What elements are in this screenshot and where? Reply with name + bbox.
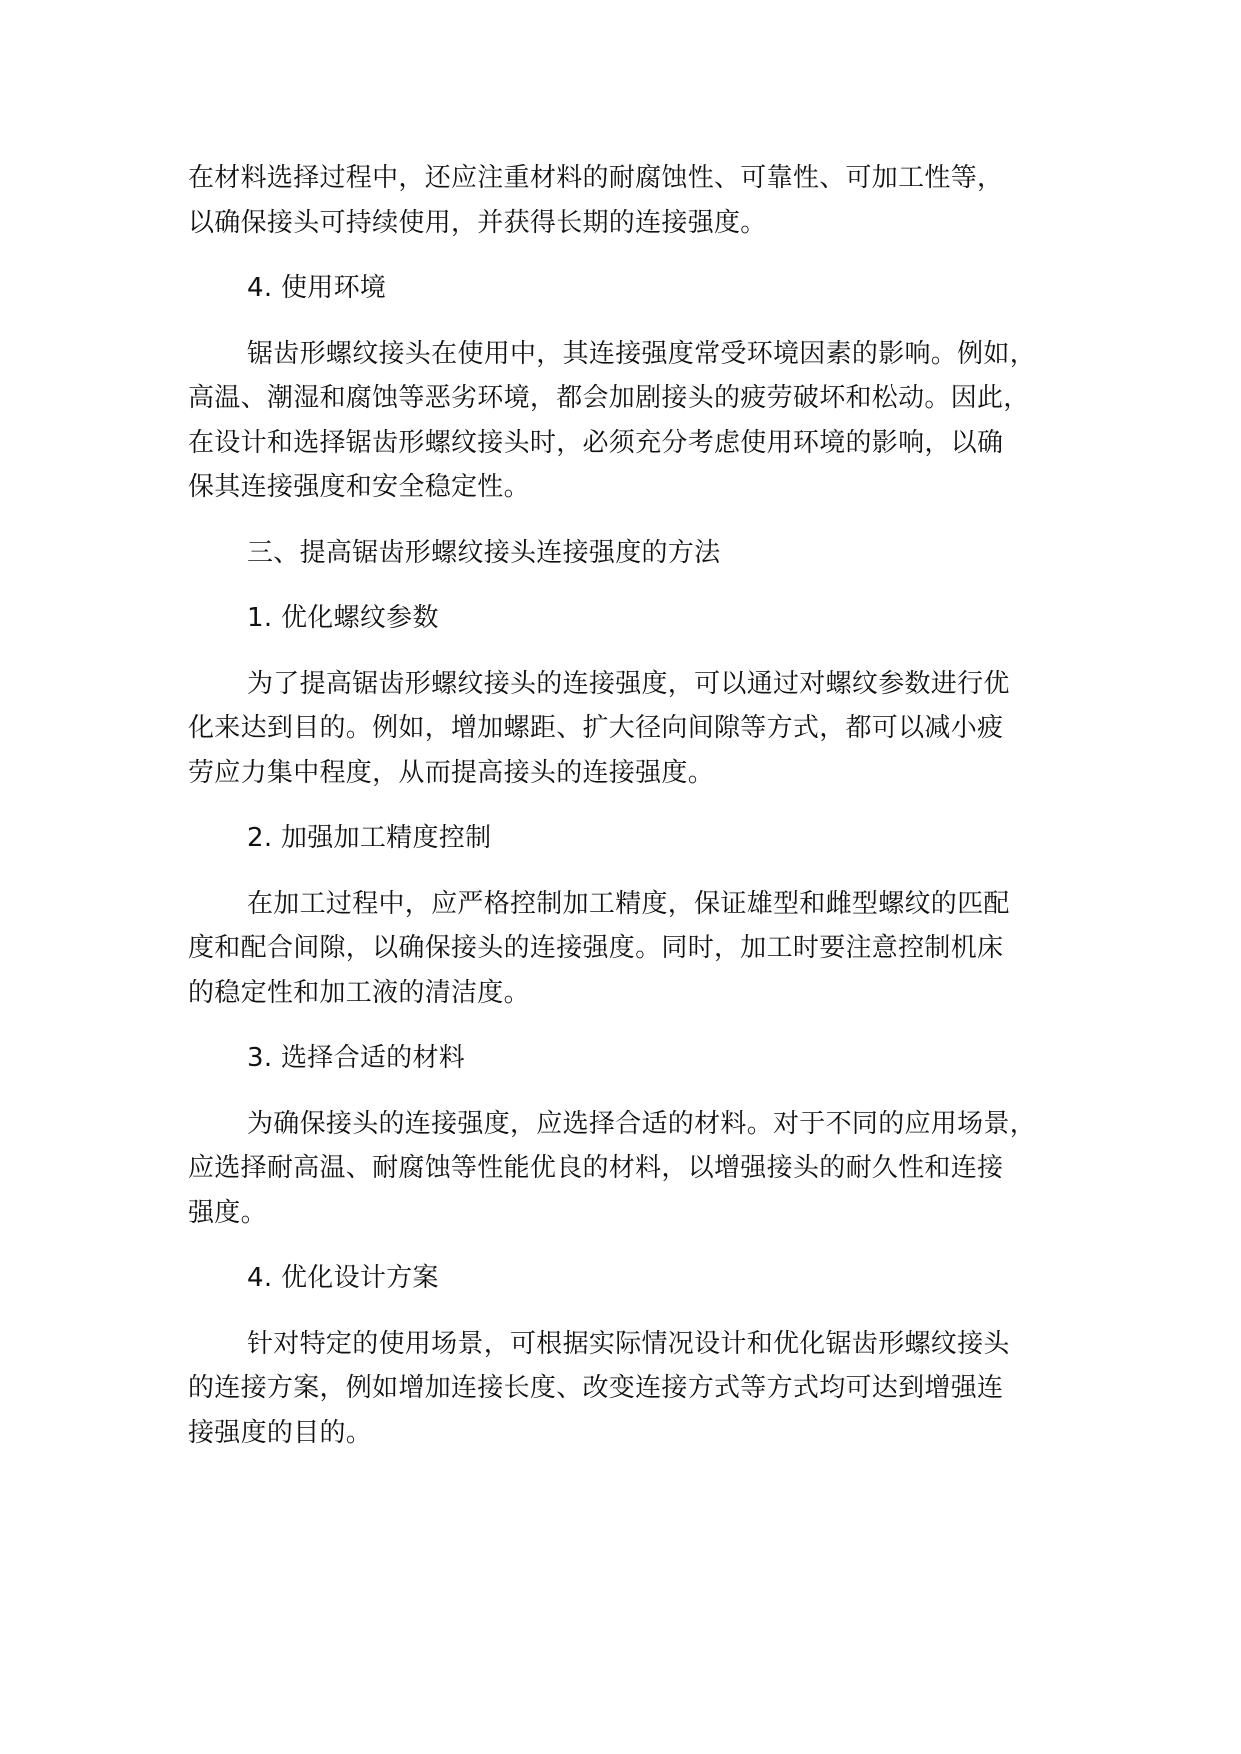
paragraph-line: 度和配合间隙，以确保接头的连接强度。同时，加工时要注意控制机床 [188, 933, 1004, 963]
paragraph-line: 高温、潮湿和腐蚀等恶劣环境，都会加剧接头的疲劳破坏和松动。因此， [188, 383, 1030, 413]
section-heading: 3. 选择合适的材料 [247, 1043, 466, 1073]
document-body [188, 156, 1088, 1476]
paragraph-line: 在加工过程中，应严格控制加工精度，保证雄型和雌型螺纹的匹配 [247, 888, 1010, 919]
paragraph [188, 332, 1088, 510]
paragraph-line: 强度。 [188, 1197, 267, 1228]
section-heading: 1. 优化螺纹参数 [247, 603, 439, 633]
paragraph [188, 882, 1088, 1016]
paragraph-line: 在设计和选择锯齿形螺纹接头时，必须充分考虑使用环境的影响，以确 [188, 427, 1004, 458]
paragraph [188, 1322, 1088, 1456]
paragraph [188, 156, 1088, 245]
paragraph-line: 为确保接头的连接强度，应选择合适的材料。对于不同的应用场景， [247, 1108, 1037, 1139]
paragraph-line: 保其连接强度和安全稳定性。 [188, 472, 530, 502]
paragraph-line: 应选择耐高温、耐腐蚀等性能优良的材料，以增强接头的耐久性和连接 [188, 1153, 1004, 1183]
paragraph-line: 的稳定性和加工液的清洁度。 [188, 977, 530, 1008]
section-heading: 2. 加强加工精度控制 [247, 823, 492, 853]
paragraph-line: 化来达到目的。例如，增加螺距、扩大径向间隙等方式，都可以减小疲 [188, 713, 1004, 743]
paragraph-line: 的连接方案，例如增加连接长度、改变连接方式等方式均可达到增强连 [188, 1373, 1004, 1403]
paragraph-line: 以确保接头可持续使用，并获得长期的连接强度。 [188, 207, 767, 238]
section-heading: 4. 优化设计方案 [247, 1263, 439, 1293]
paragraph-line: 在材料选择过程中，还应注重材料的耐腐蚀性、可靠性、可加工性等， [188, 163, 1004, 193]
paragraph-line: 锯齿形螺纹接头在使用中，其连接强度常受环境因素的影响。例如， [247, 338, 1037, 369]
paragraph-line: 劳应力集中程度，从而提高接头的连接强度。 [188, 757, 715, 788]
paragraph [188, 662, 1088, 796]
section-heading: 三、提高锯齿形螺纹接头连接强度的方法 [247, 537, 721, 568]
paragraph-line: 为了提高锯齿形螺纹接头的连接强度，可以通过对螺纹参数进行优 [247, 668, 1010, 699]
paragraph-line: 针对特定的使用场景，可根据实际情况设计和优化锯齿形螺纹接头 [247, 1328, 1010, 1359]
paragraph [188, 1102, 1088, 1236]
section-heading: 4. 使用环境 [247, 273, 387, 303]
paragraph-line: 接强度的目的。 [188, 1417, 373, 1448]
